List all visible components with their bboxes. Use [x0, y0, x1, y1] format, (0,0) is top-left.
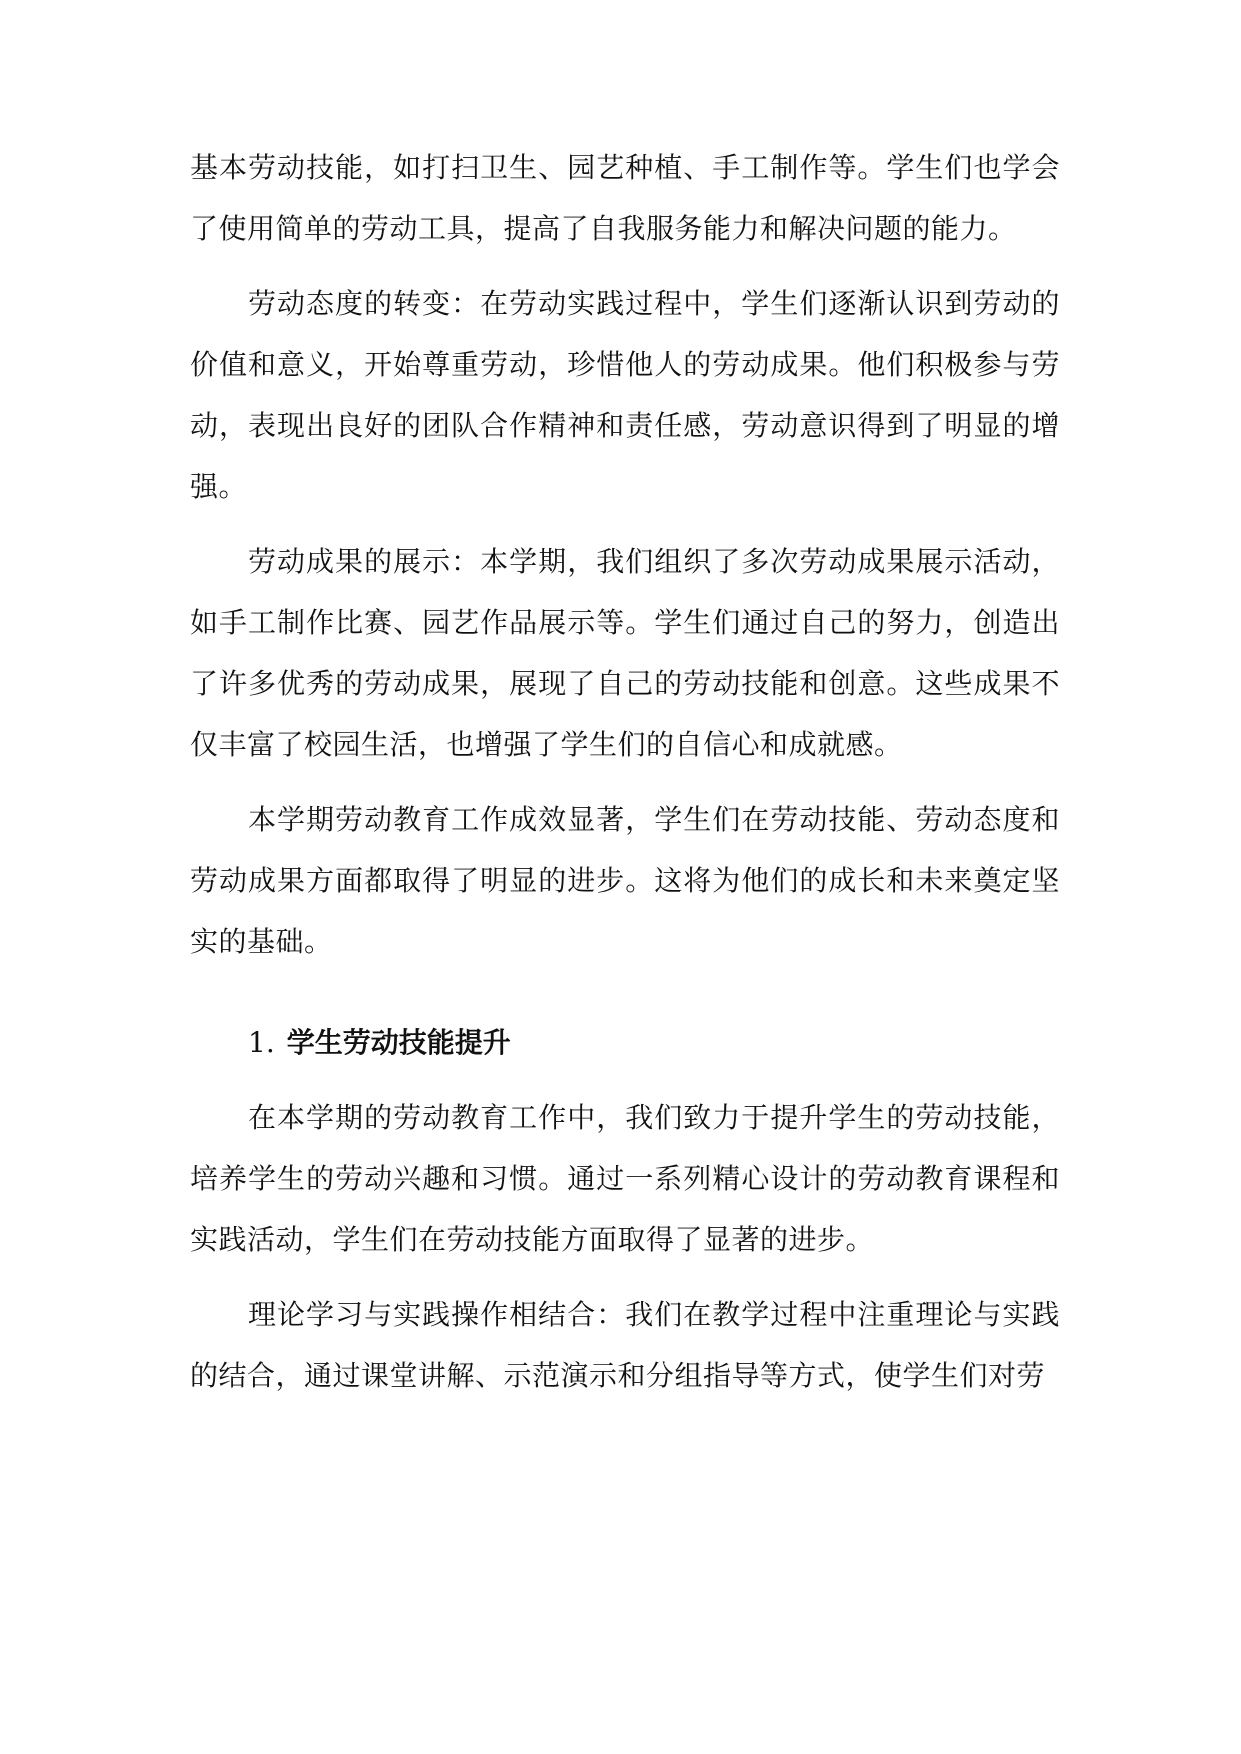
paragraph-results-display: 劳动成果的展示：本学期，我们组织了多次劳动成果展示活动，如手工制作比赛、园艺作品展示等。学生们通过自己的努力，创造出了许多优秀的劳动成果，展现了自己的劳动技能和创意。这些成果不仅丰富了校园生活，也增强了学生们的自信心和成就感。	[190, 545, 1060, 761]
paragraph-summary: 本学期劳动教育工作成效显著，学生们在劳动技能、劳动态度和劳动成果方面都取得了明显的进步。这将为他们的成长和未来奠定坚实的基础。	[190, 803, 1060, 958]
paragraph-gap	[190, 1270, 1060, 1284]
paragraph-gap	[190, 1073, 1060, 1087]
paragraph-skills-intro: 在本学期的劳动教育工作中，我们致力于提升学生的劳动技能，培养学生的劳动兴趣和习惯。通过一系列精心设计的劳动教育课程和实践活动，学生们在劳动技能方面取得了显著的进步。	[190, 1101, 1060, 1256]
paragraph-attitude-change: 劳动态度的转变：在劳动实践过程中，学生们逐渐认识到劳动的价值和意义，开始尊重劳动，珍惜他人的劳动成果。他们积极参与劳动，表现出良好的团队合作精神和责任感，劳动意识得到了明显的增强。	[190, 287, 1060, 503]
paragraph-gap	[190, 775, 1060, 789]
paragraph-gap	[190, 517, 1060, 531]
section-number: 1.	[248, 1026, 275, 1059]
paragraph-theory-practice: 理论学习与实践操作相结合：我们在教学过程中注重理论与实践的结合，通过课堂讲解、示范演示和分组指导等方式，使学生们对劳	[190, 1298, 1060, 1392]
document-body	[190, 137, 1060, 1406]
paragraph-continued: 基本劳动技能，如打扫卫生、园艺种植、手工制作等。学生们也学会了使用简单的劳动工具，提高了自我服务能力和解决问题的能力。	[190, 151, 1060, 245]
section-heading	[190, 1012, 1060, 1073]
paragraph-gap	[190, 259, 1060, 273]
section-title: 学生劳动技能提升	[286, 1026, 511, 1059]
